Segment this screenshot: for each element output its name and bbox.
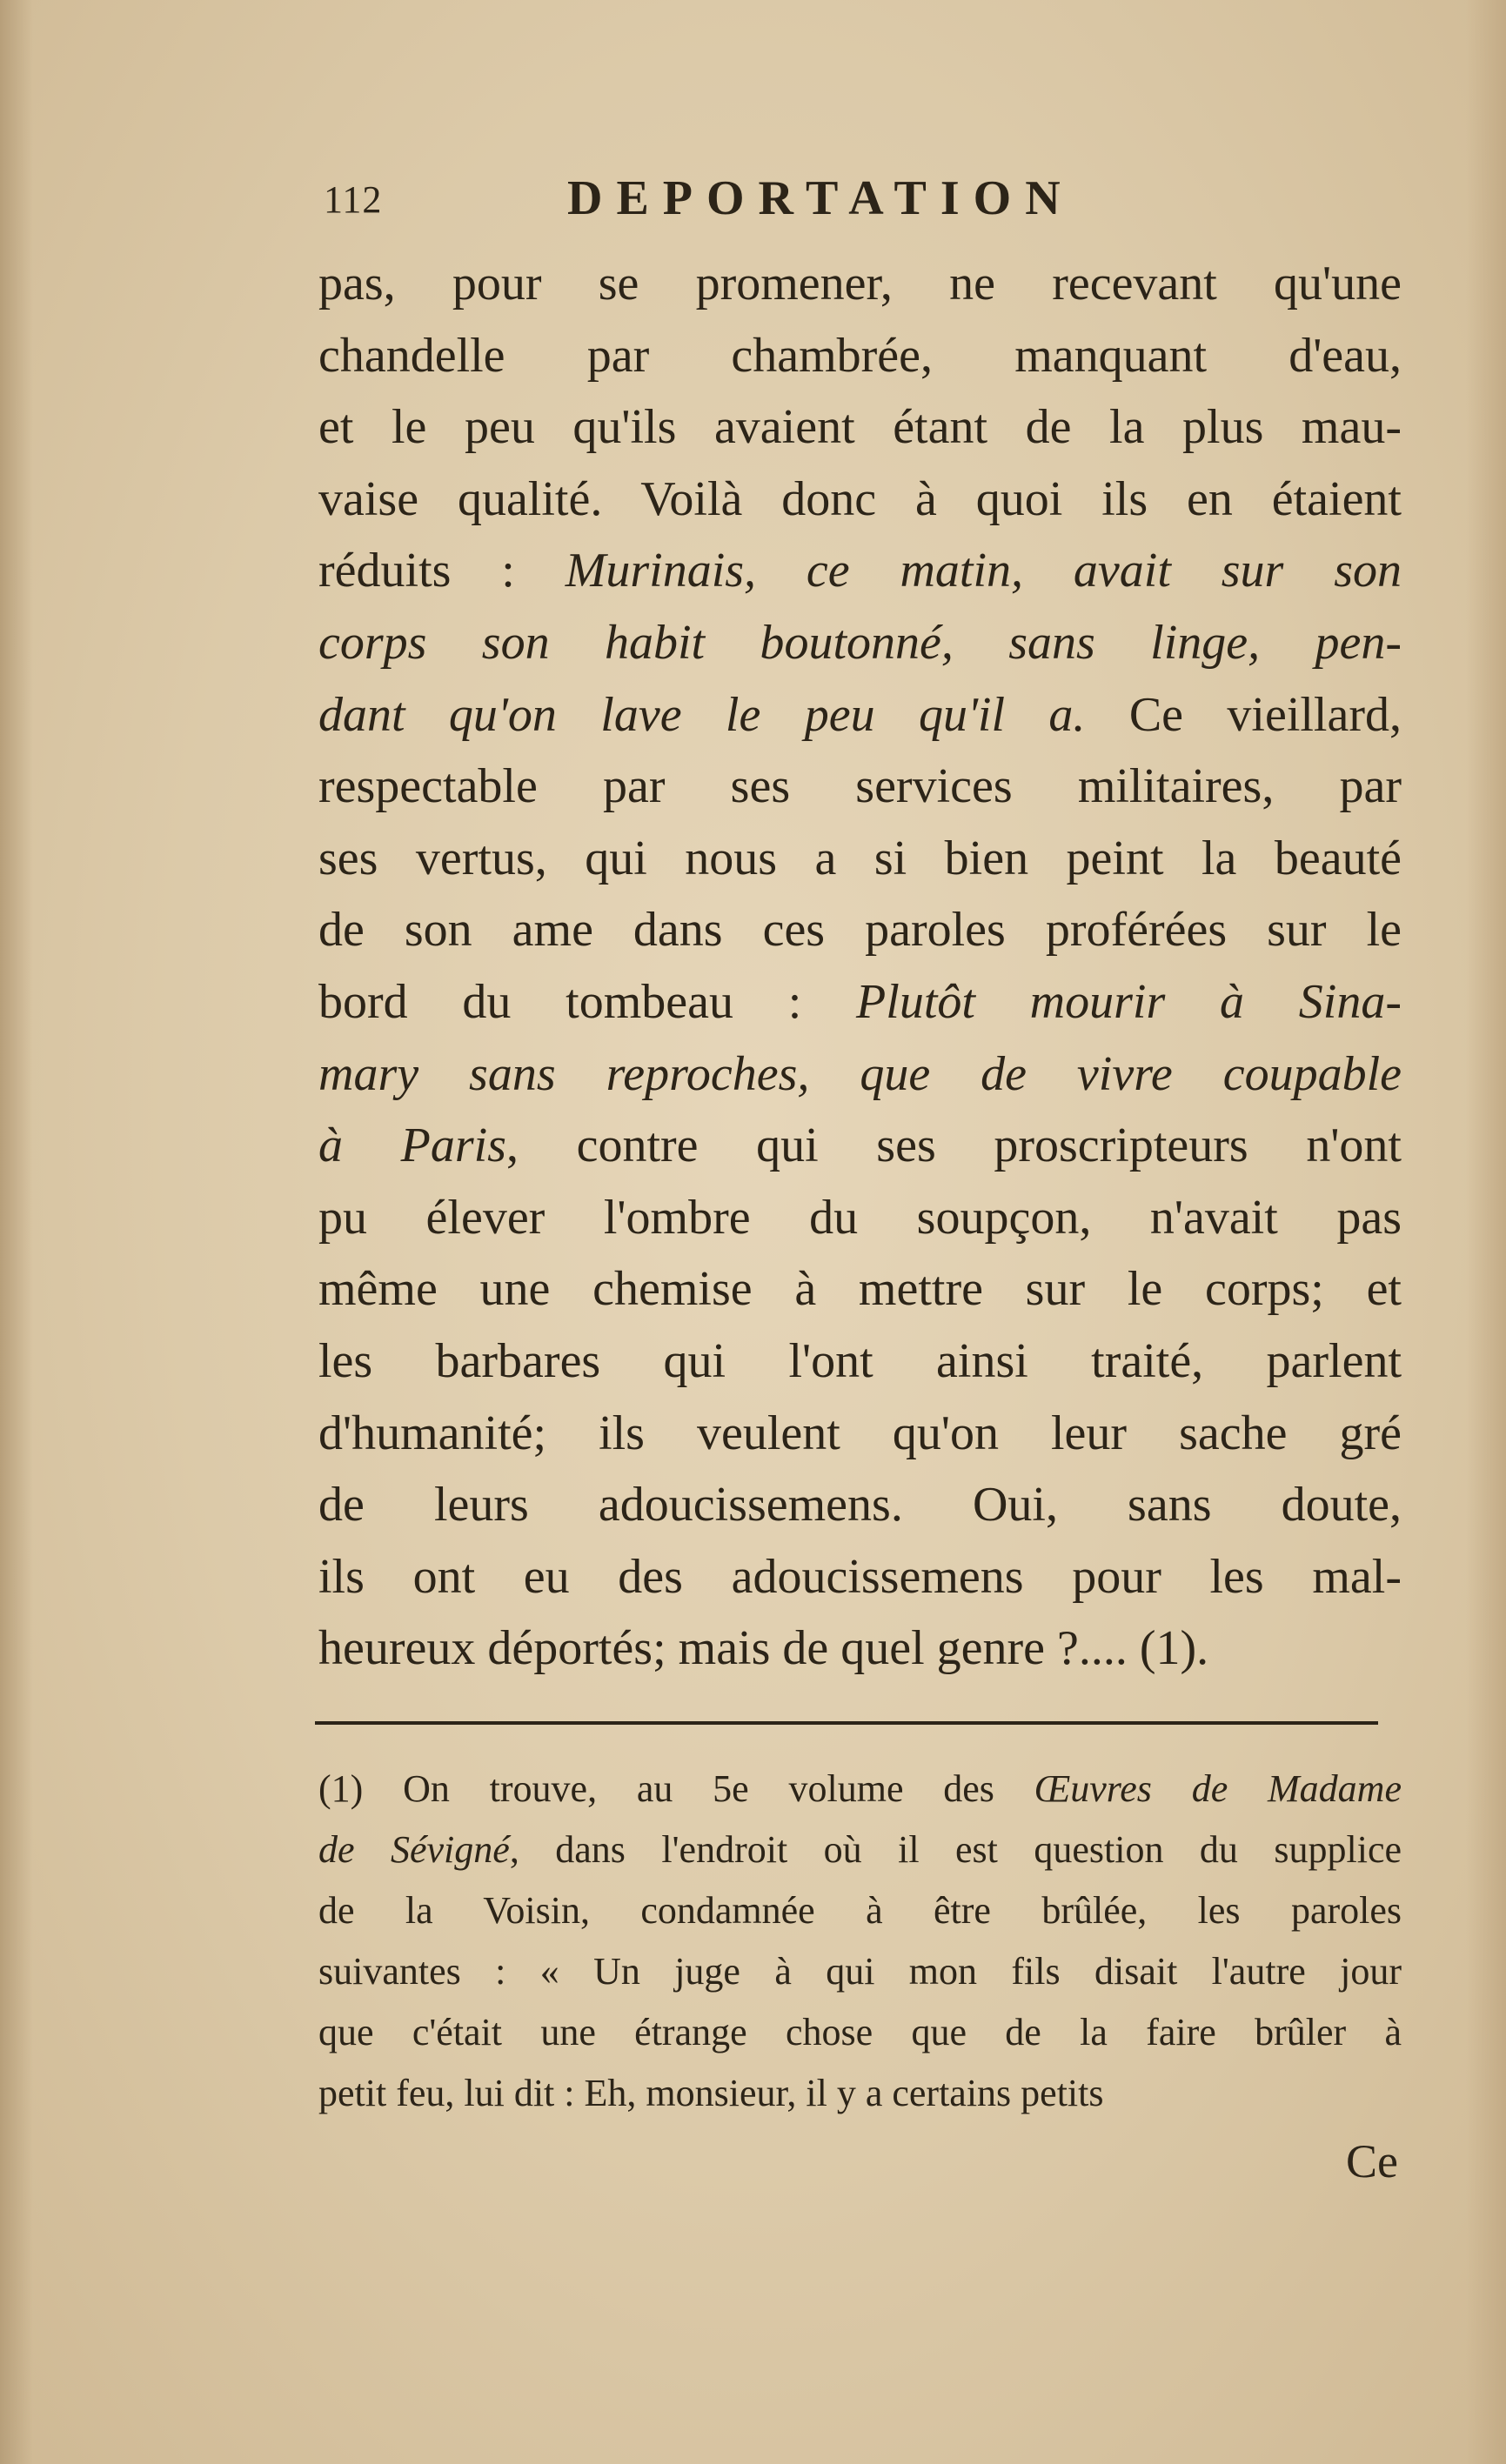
- body-text: pu élever l'ombre du soupçon, n'avait pas: [318, 1190, 1402, 1245]
- body-text: d'humanité; ils veulent qu'on leur sache gré: [318, 1406, 1402, 1460]
- body-italic-text: mary sans reproches, que de vivre coupable: [318, 1046, 1402, 1101]
- body-line: [318, 1110, 1402, 1182]
- body-text: , contre qui ses proscripteurs n'ont: [505, 1118, 1402, 1173]
- body-line: [318, 535, 1402, 607]
- body-text: pas, pour se promener, ne recevant qu'une: [318, 257, 1402, 311]
- footnote-rule: [315, 1721, 1378, 1725]
- body-line: [318, 894, 1402, 966]
- body-line: [318, 248, 1402, 320]
- footnote-line: [318, 2063, 1402, 2124]
- body-text: chandelle par chambrée, manquant d'eau,: [318, 328, 1402, 383]
- body-line: [318, 679, 1402, 751]
- body-line: [318, 1325, 1402, 1398]
- footnote-text: de la Voisin, condamnée à être brûlée, les paroles: [318, 1889, 1402, 1932]
- body-line: [318, 823, 1402, 895]
- body-text: Ce vieillard,: [1085, 687, 1402, 742]
- body-text: ses vertus, qui nous a si bien peint la beauté: [318, 831, 1402, 885]
- body-italic-text: Plutôt mourir à Sina-: [856, 974, 1402, 1029]
- page-header: [324, 170, 1194, 231]
- footnote-text: petit feu, lui dit : Eh, monsieur, il y a certains petits: [318, 2072, 1104, 2114]
- body-line: [318, 1398, 1402, 1470]
- footnote-line: [318, 1880, 1402, 1941]
- footnote-italic-text: de Sévigné: [318, 1828, 510, 1871]
- body-text: bord du tombeau :: [318, 974, 857, 1029]
- body-text: et le peu qu'ils avaient étant de la plus mau-: [318, 400, 1402, 455]
- body-line: [318, 607, 1402, 679]
- footnote-italic-text: Œuvres de Madame: [1034, 1767, 1402, 1810]
- body-line: [318, 1182, 1402, 1254]
- body-text: réduits :: [318, 544, 566, 598]
- body-italic-text: à Paris: [318, 1118, 506, 1173]
- body-italic-text: Murinais, ce matin, avait sur son: [565, 544, 1402, 598]
- footnote: [318, 1759, 1402, 2124]
- body-text: même une chemise à mettre sur le corps; et: [318, 1262, 1402, 1317]
- body-line: [318, 1541, 1402, 1613]
- body-text: de leurs adoucissemens. Oui, sans doute,: [318, 1478, 1402, 1532]
- footnote-text: suivantes : « Un juge à qui mon fils disait l'autre jour: [318, 1950, 1402, 1993]
- running-title: DEPORTATION: [567, 171, 1074, 225]
- body-text: ils ont eu des adoucissemens pour les mal-: [318, 1549, 1402, 1604]
- footnote-line: [318, 1759, 1402, 1820]
- body-text: heureux déportés; mais de quel genre ?.... (1).: [318, 1621, 1209, 1676]
- body-text: respectable par ses services militaires, par: [318, 759, 1402, 814]
- body-text: les barbares qui l'ont ainsi traité, parlent: [318, 1333, 1402, 1388]
- body-line: [318, 464, 1402, 536]
- body-text: [318, 248, 1402, 1685]
- body-line: [318, 751, 1402, 823]
- footnote-line: [318, 1941, 1402, 2002]
- footnote-text: (1) On trouve, au 5e volume des: [318, 1767, 1034, 1810]
- body-line: [318, 1613, 1402, 1685]
- body-line: [318, 1253, 1402, 1325]
- body-line: [318, 391, 1402, 464]
- footnote-line: [318, 2002, 1402, 2063]
- body-italic-text: corps son habit boutonné, sans linge, pen-: [318, 615, 1402, 670]
- footnote-text: , dans l'endroit où il est question du supplice: [509, 1828, 1402, 1871]
- body-italic-text: dant qu'on lave le peu qu'il a.: [318, 687, 1086, 742]
- footnote-text: que c'était une étrange chose que de la faire brûler à: [318, 2011, 1402, 2053]
- body-text: vaise qualité. Voilà donc à quoi ils en étaient: [318, 471, 1402, 526]
- footnote-line: [318, 1820, 1402, 1880]
- body-line: [318, 1469, 1402, 1541]
- page-number: 112: [324, 178, 383, 221]
- body-line: [318, 1038, 1402, 1111]
- body-text: de son ame dans ces paroles proférées sur le: [318, 903, 1402, 958]
- body-line: [318, 320, 1402, 392]
- body-line: [318, 966, 1402, 1038]
- catchword: Ce: [1346, 2135, 1398, 2187]
